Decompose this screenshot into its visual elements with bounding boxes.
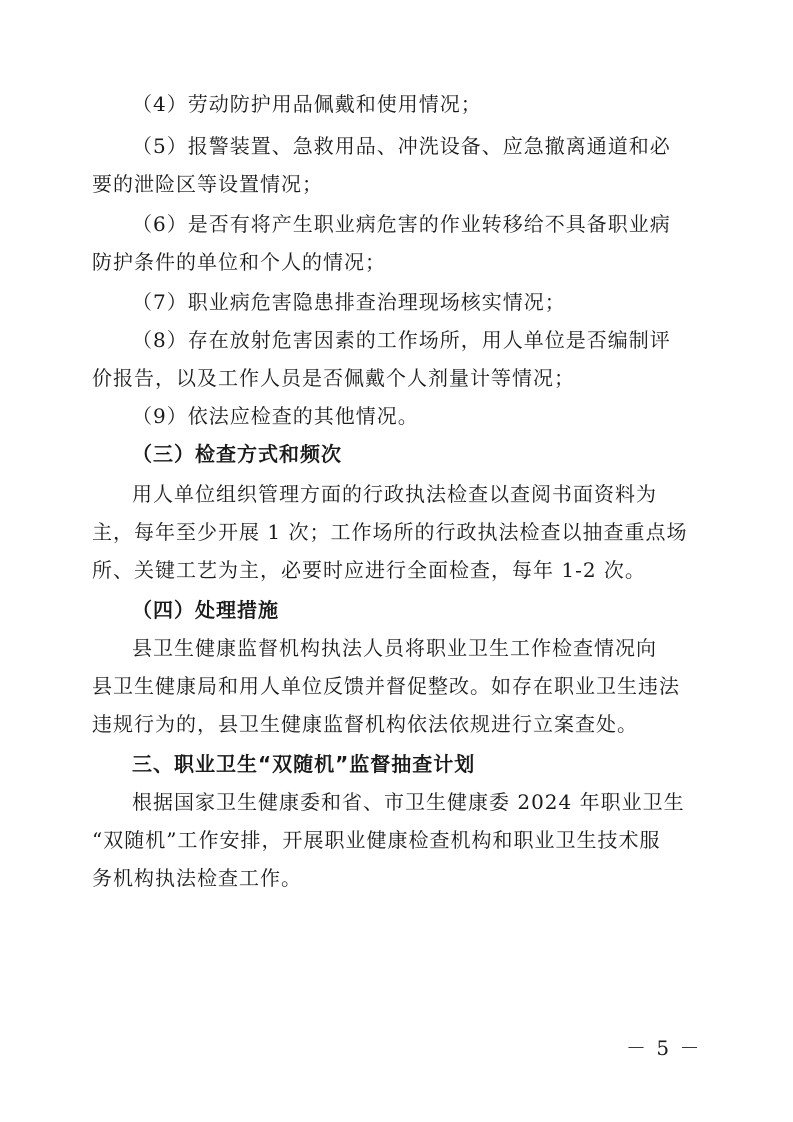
- item-6-line-2: 防护条件的单位和个人的情况；: [92, 250, 386, 274]
- section-3-heading: （三）检查方式和频次: [132, 442, 342, 466]
- section-3-para-line-2: 主，每年至少开展 1 次；工作场所的行政执法检查以抽查重点场: [92, 520, 688, 544]
- item-8-line-2: 价报告，以及工作人员是否佩戴个人剂量计等情况；: [92, 366, 575, 390]
- page-number: － 5 －: [626, 1036, 702, 1060]
- item-5-line-1: （5）报警装置、急救用品、冲洗设备、应急撤离通道和必: [132, 134, 671, 158]
- section-4-heading: （四）处理措施: [132, 598, 279, 622]
- item-7-line: （7）职业病危害隐患排查治理现场核实情况；: [132, 290, 566, 314]
- part-3-para-line-2: “双随机”工作安排，开展职业健康检查机构和职业卫生技术服: [92, 828, 661, 852]
- item-6-line-1: （6）是否有将产生职业病危害的作业转移给不具备职业病: [132, 212, 671, 236]
- part-3-heading: 三、职业卫生“双随机”监督抽查计划: [132, 752, 476, 776]
- part-3-para-line-3: 务机构执法检查工作。: [92, 866, 302, 890]
- section-4-para-line-3: 违规行为的，县卫生健康监督机构依法依规进行立案查处。: [92, 712, 638, 736]
- item-5-line-2: 要的泄险区等设置情况；: [92, 172, 323, 196]
- item-9-line: （9）依法应检查的其他情况。: [132, 404, 419, 428]
- item-4-line: （4）劳动防护用品佩戴和使用情况；: [132, 92, 482, 116]
- section-3-para-line-3: 所、关键工艺为主，必要时应进行全面检查，每年 1-2 次。: [92, 558, 646, 582]
- item-8-line-1: （8）存在放射危害因素的工作场所，用人单位是否编制评: [132, 328, 671, 352]
- part-3-para-line-1: 根据国家卫生健康委和省、市卫生健康委 2024 年职业卫生: [132, 790, 685, 814]
- section-3-para-line-1: 用人单位组织管理方面的行政执法检查以查阅书面资料为: [132, 482, 657, 506]
- section-4-para-line-1: 县卫生健康监督机构执法人员将职业卫生工作检查情况向: [132, 636, 657, 660]
- section-4-para-line-2: 县卫生健康局和用人单位反馈并督促整改。如存在职业卫生违法: [92, 674, 680, 698]
